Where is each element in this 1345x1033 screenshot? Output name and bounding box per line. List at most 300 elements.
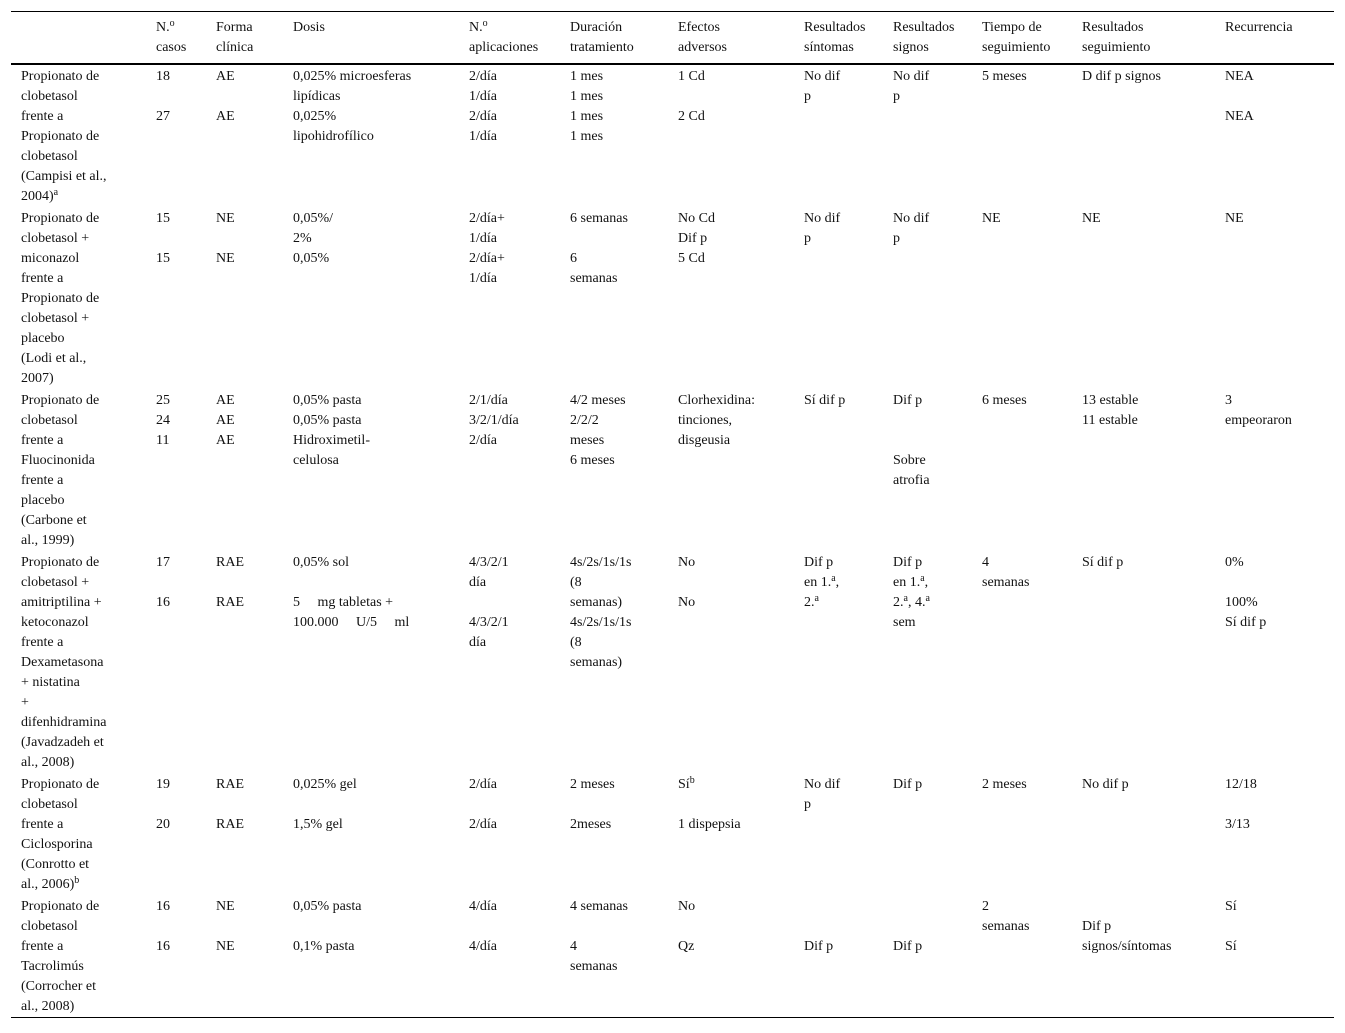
cell-line: 6 meses [570, 453, 615, 468]
cell-line [216, 87, 279, 107]
cell-line: empeoraron [1225, 413, 1292, 428]
column-header [11, 12, 146, 65]
cell-line: 4 semanas [570, 899, 628, 914]
cell-line: en 1.$^a$, [893, 573, 929, 590]
cell-line: Clorhexidina: [678, 393, 755, 408]
cell-line: Propionato de [21, 555, 100, 570]
cell-line: frente a [21, 433, 64, 448]
table-cell [1072, 207, 1215, 389]
table-cell [794, 389, 883, 551]
cell-line: 6 [570, 251, 577, 266]
cell-line: Dif p [893, 939, 923, 954]
cell-line: NE [1082, 211, 1101, 226]
cell-line: p [804, 231, 811, 246]
table-cell [668, 551, 794, 773]
cell-line: al., 2008) [21, 999, 75, 1014]
cell-line: Sí dif p [1082, 555, 1124, 570]
cell-line: Dif p [893, 393, 923, 408]
ordinal-mark: o [169, 18, 175, 29]
cell-line: clobetasol [21, 89, 78, 104]
cell-line [1225, 573, 1330, 593]
cell-line: semanas) [570, 655, 623, 670]
cell-line: 2/día [469, 433, 497, 448]
cell-line [893, 431, 968, 451]
table-row [11, 551, 1334, 773]
footnote-mark: a [903, 593, 908, 604]
table-cell [11, 895, 146, 1018]
cell-line: NE [216, 211, 235, 226]
footnote-mark: a [831, 573, 836, 584]
table-cell [560, 895, 668, 1018]
cell-line [293, 573, 455, 593]
cell-line [678, 87, 790, 107]
cell-line: 4 [570, 939, 577, 954]
cell-line: Dif p [1082, 919, 1112, 934]
cell-line: 0,05% [293, 251, 330, 266]
cell-line: semanas [982, 919, 1030, 934]
table-cell [1215, 895, 1334, 1018]
cell-line: (Conrotto et [21, 857, 90, 872]
cell-line: amitriptilina + [21, 595, 102, 610]
table-cell [459, 64, 560, 207]
cell-line: 4/día [469, 899, 497, 914]
table-cell [283, 207, 459, 389]
table-cell [206, 773, 283, 895]
column-header-line: Resultados [1082, 20, 1144, 35]
cell-line: 1 mes [570, 129, 604, 144]
cell-line [216, 229, 279, 249]
cell-line: 2/día [469, 817, 497, 832]
cell-line: No dif [893, 69, 930, 84]
cell-line: RAE [216, 555, 244, 570]
table-cell [560, 773, 668, 895]
cell-line: sem [893, 615, 916, 630]
cell-line: al., 2008) [21, 755, 75, 770]
cell-line: 2/día [469, 69, 497, 84]
cell-line: semanas [982, 575, 1030, 590]
cell-line: No dif [804, 69, 841, 84]
cell-line: día [469, 575, 487, 590]
cell-line [156, 573, 202, 593]
cell-line: meses [570, 433, 605, 448]
table-cell [668, 773, 794, 895]
cell-line: 2.$^a$, 4.$^a$ [893, 593, 930, 610]
table-cell [883, 389, 972, 551]
cell-line: 27 [156, 109, 170, 124]
cell-line: + [21, 695, 29, 710]
cell-line: No [678, 899, 696, 914]
cell-line: 1 mes [570, 69, 604, 84]
cell-line: 0,05% pasta [293, 899, 362, 914]
table-cell [11, 64, 146, 207]
cell-line [570, 229, 664, 249]
footnote-mark: b [74, 875, 80, 886]
cell-line: RAE [216, 595, 244, 610]
cell-line: Sí [1225, 939, 1237, 954]
cell-line: (Corrocher et [21, 979, 97, 994]
cell-line: semanas [570, 271, 618, 286]
cell-line [156, 917, 202, 937]
table-cell [206, 551, 283, 773]
cell-line: placebo [21, 493, 65, 508]
cell-line: NEA [1225, 69, 1254, 84]
column-header-line: Efectos [678, 20, 720, 35]
cell-line: Fluocinonida [21, 453, 95, 468]
cell-line: placebo [21, 331, 65, 346]
cell-line: atrofia [893, 473, 930, 488]
cell-line: 2 Cd [678, 109, 705, 124]
cell-line: 1 dispepsia [678, 817, 741, 832]
cell-line: frente a [21, 635, 64, 650]
cell-line: Sobre [893, 453, 926, 468]
table-row [11, 773, 1334, 895]
cell-line: (Carbone et [21, 513, 87, 528]
cell-line: 5 meses [982, 69, 1027, 84]
cell-line: AE [216, 69, 235, 84]
cell-line: frente a [21, 939, 64, 954]
cell-line: 1/día [469, 231, 497, 246]
table-cell [11, 773, 146, 895]
cell-line: 2/1/día [469, 393, 508, 408]
cell-line: NE [982, 211, 1001, 226]
cell-line [893, 411, 968, 431]
cell-line: No dif [804, 777, 841, 792]
footnote-mark: b [689, 775, 695, 786]
cell-line: 0,025% microesferas [293, 69, 412, 84]
cell-line: 6 meses [982, 393, 1027, 408]
column-header-line: clínica [216, 40, 254, 55]
table-cell [794, 64, 883, 207]
cell-line: 5 Cd [678, 251, 705, 266]
table-cell [283, 551, 459, 773]
cell-line: clobetasol [21, 919, 78, 934]
table-cell [794, 551, 883, 773]
cell-line: 20 [156, 817, 170, 832]
cell-line: No Cd [678, 211, 715, 226]
cell-line: 1/día [469, 271, 497, 286]
cell-line: 4/3/2/1 [469, 555, 509, 570]
cell-line: 2007) [21, 371, 54, 386]
cell-line: 1 Cd [678, 69, 705, 84]
cell-line: 16 [156, 595, 170, 610]
cell-line: 0,025% [293, 109, 337, 124]
cell-line: disgeusia [678, 433, 731, 448]
cell-line: 3/2/1/día [469, 413, 519, 428]
cell-line: clobetasol [21, 149, 78, 164]
cell-line [893, 917, 968, 937]
table-cell [560, 207, 668, 389]
cell-line: Qz [678, 939, 695, 954]
cell-line: 3 [1225, 393, 1232, 408]
cell-line: Sí [1225, 899, 1237, 914]
cell-line: 2 meses [570, 777, 615, 792]
table-cell [972, 773, 1072, 895]
cell-line [678, 917, 790, 937]
cell-line: Dif p [893, 555, 923, 570]
cell-line: 0% [1225, 555, 1244, 570]
cell-line: AE [216, 433, 235, 448]
cell-line: difenhidramina [21, 715, 107, 730]
table-cell [283, 389, 459, 551]
column-header [668, 12, 794, 65]
footnote-mark: a [814, 593, 819, 604]
cell-line: Propionato de [21, 899, 100, 914]
cell-line: 100% [1225, 595, 1258, 610]
column-header [206, 12, 283, 65]
table-cell [560, 389, 668, 551]
cell-line: clobetasol + [21, 231, 90, 246]
cell-line: (8 [570, 635, 582, 650]
cell-line: No dif [893, 211, 930, 226]
cell-line: 13 estable [1082, 393, 1139, 408]
cell-line: No dif [804, 211, 841, 226]
column-header [283, 12, 459, 65]
cell-line: celulosa [293, 453, 339, 468]
cell-line: (Lodi et al., [21, 351, 87, 366]
cell-line [216, 573, 279, 593]
column-header-line: síntomas [804, 40, 854, 55]
table-cell [668, 389, 794, 551]
cell-line: NE [216, 939, 235, 954]
cell-line: + nistatina [21, 675, 80, 690]
cell-line: 5 mg tabletas + [293, 595, 394, 610]
cell-line: semanas [570, 959, 618, 974]
footnote-mark: a [53, 187, 59, 198]
cell-line: Sí dif p [1225, 615, 1267, 630]
table-cell [459, 773, 560, 895]
cell-line: 11 [156, 433, 170, 448]
column-header-line: adversos [678, 40, 727, 55]
cell-line: Propionato de [21, 129, 100, 144]
column-header-line: seguimiento [1082, 40, 1151, 55]
table-cell [1215, 207, 1334, 389]
cell-line: Propionato de [21, 393, 100, 408]
cell-line [469, 917, 556, 937]
cell-line: 1/día [469, 129, 497, 144]
table-cell [11, 551, 146, 773]
cell-line: 4/2 meses [570, 393, 626, 408]
cell-line: p [893, 89, 900, 104]
cell-line: 19 [156, 777, 170, 792]
table-cell [11, 389, 146, 551]
cell-line: No dif p [1082, 777, 1129, 792]
cell-line: 15 [156, 251, 170, 266]
cell-line: 1 mes [570, 89, 604, 104]
table-cell [972, 64, 1072, 207]
table-body [11, 64, 1334, 1018]
table-cell [146, 207, 206, 389]
cell-line [469, 795, 556, 815]
cell-line: p [893, 231, 900, 246]
column-header-line: Forma [216, 20, 253, 35]
table-cell [206, 389, 283, 551]
table-cell [206, 895, 283, 1018]
column-header-line: Recurrencia [1225, 20, 1293, 35]
cell-line: (8 [570, 575, 582, 590]
table-cell [1072, 64, 1215, 207]
cell-line: 100.000 U/5 ml [293, 615, 410, 630]
table-row [11, 64, 1334, 207]
cell-line: Dif p [804, 555, 834, 570]
cell-line: 12/18 [1225, 777, 1257, 792]
cell-line: 0,05% pasta [293, 413, 362, 428]
cell-line: 2/día [469, 777, 497, 792]
cell-line: p [804, 797, 811, 812]
cell-line: lipídicas [293, 89, 341, 104]
cell-line: 11 estable [1082, 413, 1138, 428]
table-cell [794, 207, 883, 389]
cell-line: clobetasol + [21, 575, 90, 590]
cell-line: Hidroximetil- [293, 433, 370, 448]
cell-line: 17 [156, 555, 170, 570]
cell-line: Sí dif p [804, 393, 846, 408]
cell-line: día [469, 635, 487, 650]
cell-line: 2004)$^a$ [21, 187, 59, 204]
cell-line [1082, 897, 1211, 917]
cell-line [216, 917, 279, 937]
cell-line [156, 229, 202, 249]
cell-line: 4s/2s/1s/1s [570, 555, 632, 570]
cell-line: NE [216, 899, 235, 914]
table-cell [1215, 64, 1334, 207]
table-cell [972, 895, 1072, 1018]
comparison-table [11, 11, 1334, 1018]
cell-line: No [678, 555, 696, 570]
table-cell [1072, 773, 1215, 895]
cell-line: Dif p [678, 231, 708, 246]
table-cell [560, 64, 668, 207]
cell-line [804, 897, 879, 917]
table-cell [1215, 389, 1334, 551]
table-cell [11, 207, 146, 389]
column-header-line: Resultados [893, 20, 955, 35]
table-cell [883, 551, 972, 773]
table-cell [972, 207, 1072, 389]
cell-line: 2/día+ [469, 251, 505, 266]
cell-line [1225, 87, 1330, 107]
cell-line: AE [216, 413, 235, 428]
table-cell [146, 895, 206, 1018]
table-header-row [11, 12, 1334, 65]
cell-line: 0,05%/ [293, 211, 334, 226]
table-cell [1072, 895, 1215, 1018]
cell-line: 2/2/2 [570, 413, 599, 428]
cell-line [469, 593, 556, 613]
cell-line: NE [216, 251, 235, 266]
table-cell [206, 64, 283, 207]
table-cell [206, 207, 283, 389]
column-header [883, 12, 972, 65]
table-cell [146, 389, 206, 551]
cell-line [293, 795, 455, 815]
cell-line: clobetasol [21, 797, 78, 812]
cell-line: 25 [156, 393, 170, 408]
cell-line: 4/día [469, 939, 497, 954]
cell-line: 16 [156, 899, 170, 914]
table-cell [1072, 551, 1215, 773]
cell-line [678, 795, 790, 815]
cell-line: 2/día [469, 109, 497, 124]
ordinal-mark: o [482, 18, 488, 29]
column-header-line: casos [156, 40, 187, 55]
table-cell [668, 895, 794, 1018]
cell-line: Propionato de [21, 777, 100, 792]
cell-line: p [804, 89, 811, 104]
column-header-line: tratamiento [570, 40, 634, 55]
table-cell [459, 389, 560, 551]
column-header [972, 12, 1072, 65]
cell-line: 6 semanas [570, 211, 628, 226]
table-cell [1215, 773, 1334, 895]
table-cell [1072, 389, 1215, 551]
column-header-line: N.$^o$ [469, 18, 488, 35]
cell-line: 1/día [469, 89, 497, 104]
table-cell [560, 551, 668, 773]
cell-line: Propionato de [21, 291, 100, 306]
table-cell [146, 64, 206, 207]
cell-line [216, 795, 279, 815]
cell-line: 0,05% sol [293, 555, 349, 570]
cell-line: 2.$^a$ [804, 593, 819, 610]
cell-line: 18 [156, 69, 170, 84]
table-cell [972, 551, 1072, 773]
cell-line: 2/día+ [469, 211, 505, 226]
cell-line [156, 795, 202, 815]
table-cell [283, 895, 459, 1018]
cell-line: NEA [1225, 109, 1254, 124]
cell-line: al., 1999) [21, 533, 75, 548]
cell-line: lipohidrofílico [293, 129, 374, 144]
table-cell [459, 551, 560, 773]
cell-line: RAE [216, 817, 244, 832]
cell-line: 4 [982, 555, 989, 570]
cell-line: semanas) [570, 595, 623, 610]
column-header-line: seguimiento [982, 40, 1051, 55]
table-row [11, 389, 1334, 551]
cell-line: 0,1% pasta [293, 939, 355, 954]
column-header [459, 12, 560, 65]
cell-line: frente a [21, 473, 64, 488]
column-header-line: signos [893, 40, 929, 55]
cell-line: 2 [982, 899, 989, 914]
cell-line: $Sí^b$ [678, 775, 695, 792]
table-cell [883, 773, 972, 895]
cell-line: AE [216, 109, 235, 124]
table-row [11, 207, 1334, 389]
cell-line [678, 573, 790, 593]
cell-line: 1,5% gel [293, 817, 343, 832]
cell-line: 2meses [570, 817, 612, 832]
cell-line: RAE [216, 777, 244, 792]
cell-line: signos/síntomas [1082, 939, 1172, 954]
table-cell [459, 207, 560, 389]
cell-line: D dif p signos [1082, 69, 1161, 84]
cell-line: Dexametasona [21, 655, 104, 670]
column-header-line: Duración [570, 20, 623, 35]
table-cell [972, 389, 1072, 551]
cell-line: 0,025% gel [293, 777, 357, 792]
cell-line: tinciones, [678, 413, 733, 428]
cell-line: Ciclosporina [21, 837, 93, 852]
cell-line: Dif p [893, 777, 923, 792]
cell-line [156, 87, 202, 107]
cell-line: 3/13 [1225, 817, 1250, 832]
table-cell [283, 64, 459, 207]
cell-line: Propionato de [21, 211, 100, 226]
cell-line: Propionato de [21, 69, 100, 84]
cell-line [570, 795, 664, 815]
table-cell [883, 64, 972, 207]
